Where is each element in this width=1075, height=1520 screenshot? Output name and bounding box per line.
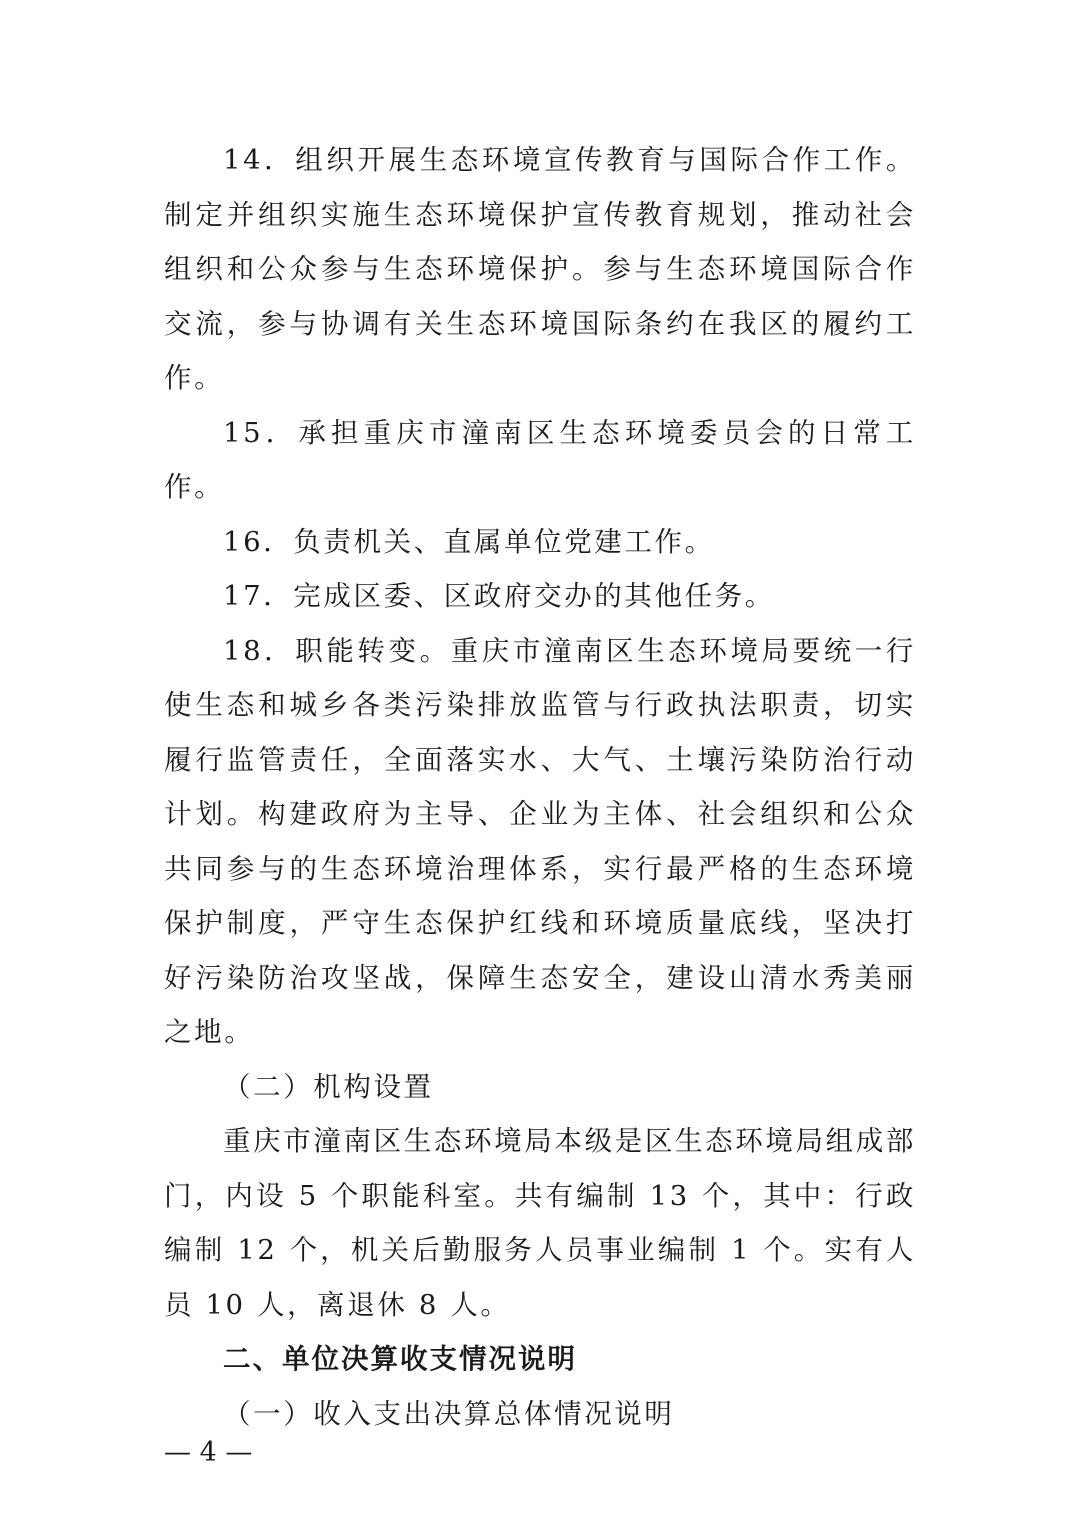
document-body xyxy=(164,133,916,1441)
subheading-organization: （二）机构设置 xyxy=(223,1070,434,1103)
paragraph-item-16: 16．负责机关、直属单位党建工作。 xyxy=(223,525,715,558)
paragraph-item-14: 14．组织开展生态环境宣传教育与国际合作工作。制定并组织实施生态环境保护宣传教育规划，推动社会组织和公众参与生态环境保护。参与生态环境国际合作交流，参与协调有关生态环境国际条约在我区的履约工作。 xyxy=(164,144,916,394)
section-heading-budget: 二、单位决算收支情况说明 xyxy=(223,1343,577,1375)
paragraph-item-17: 17．完成区委、区政府交办的其他任务。 xyxy=(223,580,775,612)
paragraph-item-15: 15．承担重庆市潼南区生态环境委员会的日常工作。 xyxy=(164,416,916,503)
paragraph-item-18: 18．职能转变。重庆市潼南区生态环境局要统一行使生态和城乡各类污染排放监管与行政执法职责，切实履行监管责任，全面落实水、大气、土壤污染防治行动计划。构建政府为主导、企业为主体、社会组织和公众共同参与的生态环境治理体系，实行最严格的生态环境保护制度，严守生态保护红线和环境质量底线，坚决打好污染防治攻坚战，保障生态安全，建设山清水秀美丽之地。 xyxy=(164,634,916,1048)
subheading-income-expense: （一）收入支出决算总体情况说明 xyxy=(223,1397,675,1430)
paragraph-organization: 重庆市潼南区生态环境局本级是区生态环境局组成部门，内设 5 个职能科室。共有编制 13 个，其中：行政编制 12 个，机关后勤服务人员事业编制 1 个。实有人员 10 人，离退休 8 人。 xyxy=(164,1125,916,1321)
page-number: — 4 — xyxy=(164,1437,253,1468)
